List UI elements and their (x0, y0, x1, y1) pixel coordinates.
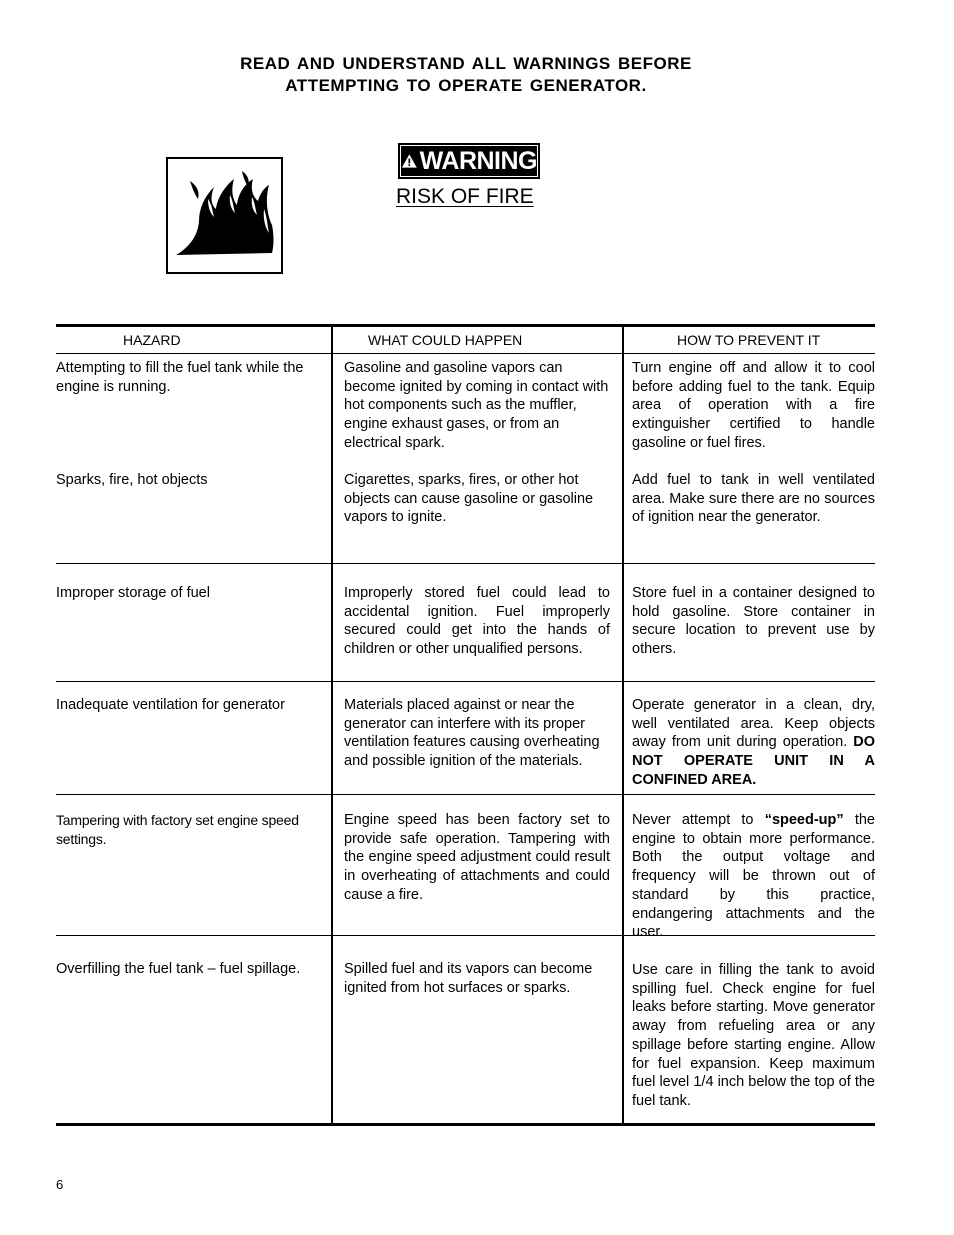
prevent-cell (632, 696, 875, 790)
page-number: 6 (56, 1177, 64, 1192)
happen-cell: Gasoline and gasoline vapors can become ignited by coming in contact with hot components such as the muffler, engine exhaust gases, or from an electrical spark. (344, 360, 609, 451)
column-divider (331, 324, 333, 1126)
happen-cell: Cigarettes, sparks, fires, or other hot objects can cause gasoline or gasoline vapors to ignite. (344, 472, 594, 526)
warning-badge-label: WARNING (419, 146, 537, 175)
column-header-hazard: HAZARD (123, 332, 181, 348)
prevent-cell: Store fuel in a container designed to hold gasoline. Store container in secure location to prevent use by others. (632, 585, 875, 658)
happen-cell: Improperly stored fuel could lead to accidental ignition. Fuel improperly secured could get into the hands of children or other unqualified persons. (344, 585, 610, 658)
prevent-cell (632, 811, 875, 942)
prevent-cell: Turn engine off and allow it to cool before adding fuel to the tank. Equip area of operation with a fire extinguisher certified to handle gasoline or fuel fires. (632, 360, 875, 451)
hazard-cell: Overfilling the fuel tank – fuel spillage. (56, 961, 301, 977)
hazard-cell: Improper storage of fuel (56, 585, 210, 601)
prevent-text: the engine to obtain more performance. Both the output voltage and frequency will be thrown out of standard by this practice, endangering attachments and the user. (632, 812, 875, 941)
header-line-2: ATTEMPTING TO OPERATE GENERATOR. (285, 76, 647, 95)
row-divider (56, 563, 875, 564)
row-divider (56, 353, 875, 354)
page-header (0, 53, 932, 97)
hazard-cell: Inadequate ventilation for generator (56, 697, 285, 713)
table-bottom-rule (56, 1123, 875, 1126)
happen-cell: Spilled fuel and its vapors can become ignited from hot surfaces or sparks. (344, 961, 593, 996)
risk-subtitle: RISK OF FIRE (396, 185, 534, 208)
hazard-cell: Attempting to fill the fuel tank while the engine is running. (56, 360, 304, 395)
prevent-emphasis: “speed-up” (764, 812, 844, 828)
warning-badge (398, 143, 540, 179)
prevent-cell: Use care in filling the tank to avoid spilling fuel. Check engine for fuel leaks before starting. Move generator away from refueling area or any spillage before starting engine. Allow for fuel expansion. Keep maximum fuel level 1/4 inch below the top of the fuel tank. (632, 962, 875, 1109)
column-header-what-could-happen: WHAT COULD HAPPEN (368, 332, 523, 348)
header-line-1: READ AND UNDERSTAND ALL WARNINGS BEFORE (240, 54, 692, 73)
prevent-cell: Add fuel to tank in well ventilated area. Make sure there are no sources of ignition near the generator. (632, 472, 875, 526)
warning-triangle-icon (401, 152, 418, 170)
table-top-rule (56, 324, 875, 327)
column-divider (622, 324, 624, 1126)
hazard-cell: Sparks, fire, hot objects (56, 472, 208, 488)
prevent-text: Operate generator in a clean, dry, well ventilated area. Keep objects away from unit during operation. (632, 697, 875, 751)
fire-hazard-icon (166, 157, 283, 274)
row-divider (56, 794, 875, 795)
column-header-how-to-prevent: HOW TO PREVENT IT (677, 332, 821, 348)
happen-cell: Engine speed has been factory set to provide safe operation. Tampering with the engine speed adjustment could result in overheating of attachments and could cause a fire. (344, 812, 610, 903)
hazard-cell: Tampering with factory set engine speed settings. (56, 812, 299, 847)
happen-cell: Materials placed against or near the generator can interfere with its proper ventilation features causing overheating and possible ignition of the materials. (344, 697, 600, 770)
prevent-text: Never attempt to (632, 812, 754, 828)
prevent-emphasis: DO NOT OPERATE UNIT IN A CONFINED AREA. (632, 734, 875, 788)
row-divider (56, 681, 875, 682)
